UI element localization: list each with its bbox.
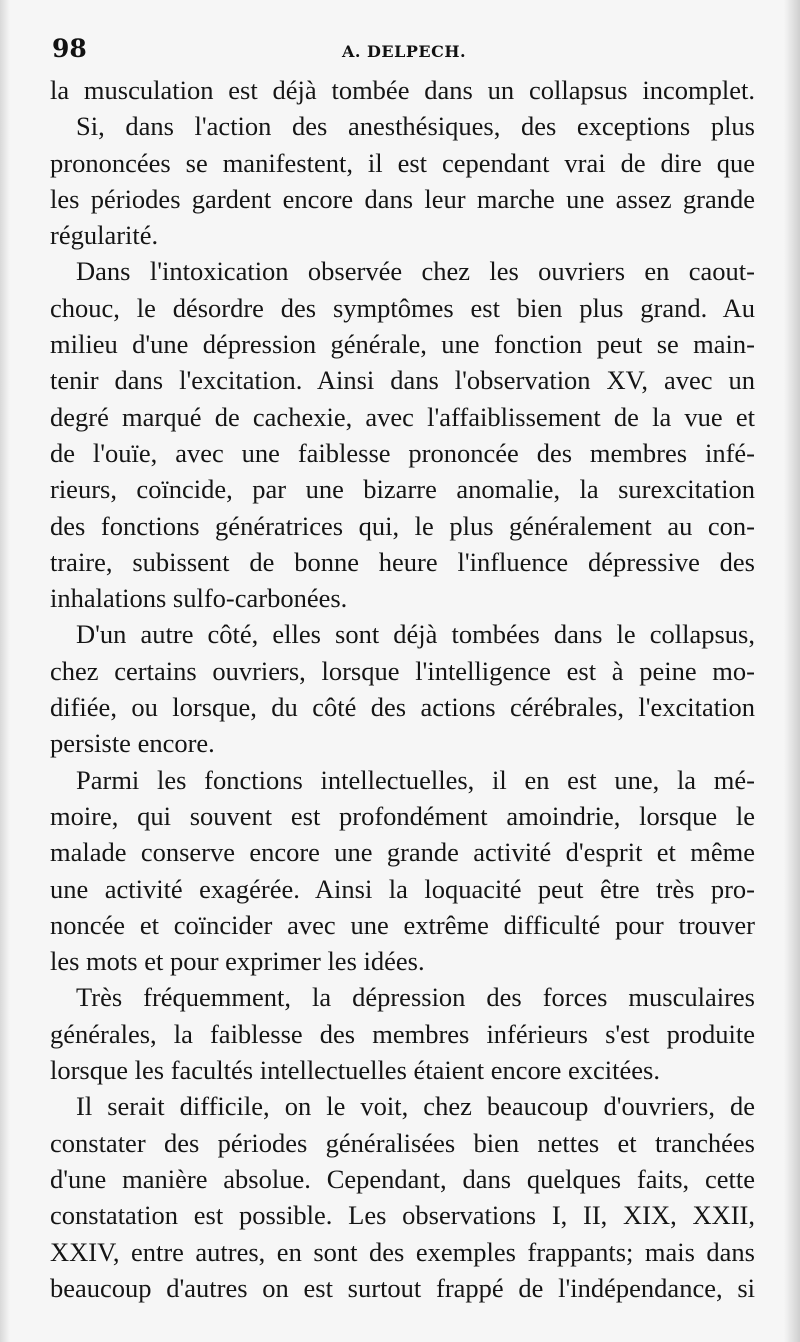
text-line: prononcées se manifestent, il est cependant vrai de dire que [50,147,755,178]
text-line: constatation est possible. Les observations I, II, XIX, XXII, [50,1200,755,1231]
page-header [52,34,752,68]
text-line: les périodes gardent encore dans leur marche une assez grande [50,183,755,214]
text-line: des fonctions génératrices qui, le plus généralement au con- [50,510,755,541]
paragraph-end-line: les mots et pour exprimer les idées. [50,946,425,977]
text-line: malade conserve encore une grande activité d'esprit et même [50,837,755,868]
text-line: degré marqué de cachexie, avec l'affaiblissement de la vue et [50,401,755,432]
text-line: d'une manière absolue. Cependant, dans quelques faits, cette [50,1163,755,1194]
text-line: tenir dans l'excitation. Ainsi dans l'observation XV, avec un [50,365,755,396]
text-line: constater des périodes généralisées bien nettes et tranchées [50,1127,755,1158]
running-head: A. DELPECH. [342,42,467,61]
text-line: traire, subissent de bonne heure l'influence dépressive des [50,546,755,577]
body-text [50,72,755,1306]
text-line: difiée, ou lorsque, du côté des actions cérébrales, l'excitation [50,692,755,723]
paragraph-end-line: persiste encore. [50,728,215,759]
page-footer [0,1318,800,1342]
text-line: la musculation est déjà tombée dans un collapsus incomplet. [50,75,755,105]
page-shadow-left [0,0,10,1342]
paragraph-start-line: Dans l'intoxication observée chez les ouvriers en caout- [76,256,755,287]
paragraph-start-line: Il serait difficile, on le voit, chez beaucoup d'ouvriers, de [76,1091,755,1122]
text-line: générales, la faiblesse des membres inférieurs s'est produite [50,1018,755,1049]
paragraph-start-line: Si, dans l'action des anesthésiques, des exceptions plus [76,111,755,142]
text-line: XXIV, entre autres, en sont des exemples frappants; mais dans [50,1236,755,1267]
text-line: chouc, le désordre des symptômes est bien plus grand. Au [50,292,755,323]
text-line: milieu d'une dépression générale, une fonction peut se main- [50,329,755,360]
paragraph-end-line: régularité. [50,220,159,251]
text-line: une activité exagérée. Ainsi la loquacité peut être très pro- [50,873,755,904]
paragraph-end-line: inhalations sulfo-carbonées. [50,583,348,614]
paragraph-start-line: Parmi les fonctions intellectuelles, il en est une, la mé- [76,764,755,795]
text-line: moire, qui souvent est profondément amoindrie, lorsque le [50,800,755,831]
page-shadow-right [784,0,800,1342]
text-line: noncée et coïncider avec une extrême difficulté pour trouver [50,909,755,940]
text-line: beaucoup d'autres on est surtout frappé de l'indépendance, si [50,1272,755,1303]
text-line: chez certains ouvriers, lorsque l'intelligence est à peine mo- [50,655,755,686]
paragraph-start-line: D'un autre côté, elles sont déjà tombées dans le collapsus, [76,619,755,650]
paragraph-end-line: lorsque les facultés intellectuelles étaient encore excitées. [50,1055,660,1086]
paragraph-start-line: Très fréquemment, la dépression des forces musculaires [76,982,755,1013]
text-line: de l'ouïe, avec une faiblesse prononcée des membres infé- [50,437,755,468]
text-line: rieurs, coïncide, par une bizarre anomalie, la surexcitation [50,474,755,505]
page-number: 98 [52,34,87,63]
